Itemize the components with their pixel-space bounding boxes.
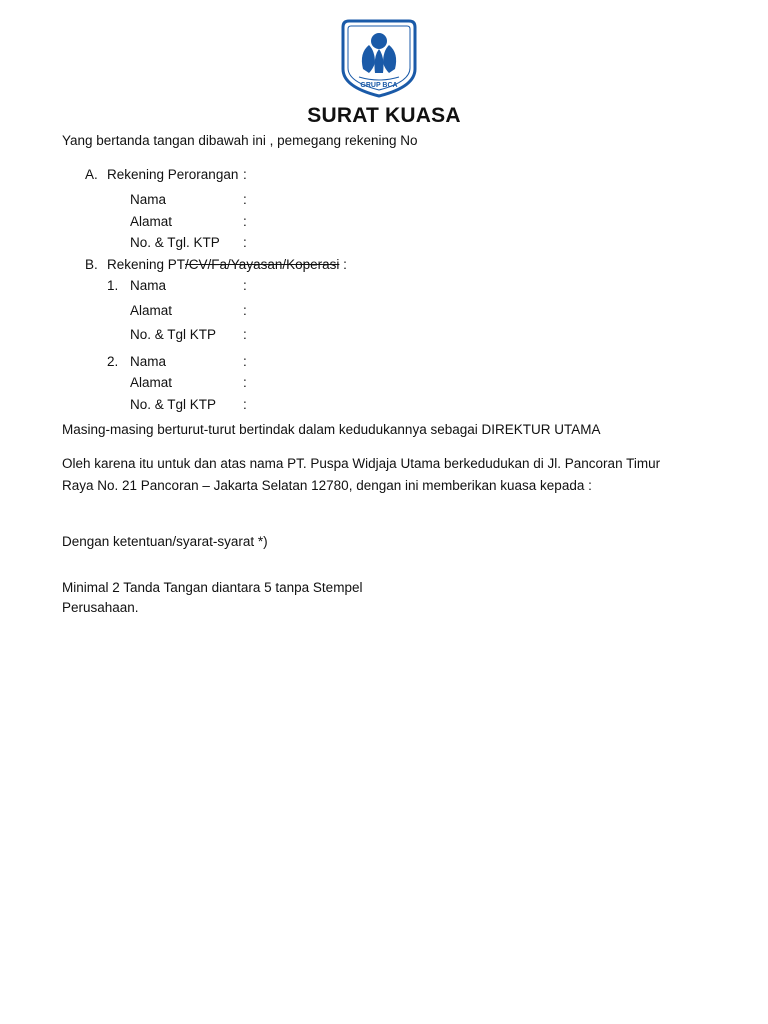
person-2-number: 2. <box>107 354 119 369</box>
section-b-label-prefix: Rekening PT <box>107 257 186 272</box>
field-label-alamat: Alamat <box>130 214 173 229</box>
section-a-colon: : <box>243 167 247 182</box>
section-b-label-struck: /CV/Fa/Yayasan/Koperasi <box>185 257 340 272</box>
field-colon: : <box>243 303 247 318</box>
section-a-marker: A. <box>85 167 98 182</box>
field-label-alamat: Alamat <box>130 303 173 318</box>
field-label-ktp: No. & Tgl KTP <box>130 397 217 412</box>
authority-line-2: Raya No. 21 Pancoran – Jakarta Selatan 12780, dengan ini memberikan kuasa kepada : <box>62 478 592 493</box>
section-b-marker: B. <box>85 257 98 272</box>
requirement-line-1: Minimal 2 Tanda Tangan diantara 5 tanpa Stempel <box>62 580 363 595</box>
field-label-nama: Nama <box>130 192 167 207</box>
conditions-heading: Dengan ketentuan/syarat-syarat *) <box>62 534 268 549</box>
section-a-label: Rekening Perorangan <box>107 167 239 182</box>
capacity-text: Masing-masing berturut-turut bertindak dalam kedudukannya sebagai DIREKTUR UTAMA <box>62 422 601 437</box>
authority-line-1: Oleh karena itu untuk dan atas nama PT. Puspa Widjaja Utama berkedudukan di Jl. Pancoran Timur <box>62 456 661 471</box>
field-label-nama: Nama <box>130 278 167 293</box>
field-colon: : <box>243 397 247 412</box>
field-colon: : <box>243 327 247 342</box>
field-label-ktp: No. & Tgl. KTP <box>130 235 220 250</box>
field-label-nama: Nama <box>130 354 167 369</box>
document-title: SURAT KUASA <box>307 104 461 127</box>
grup-bca-logo <box>339 17 419 99</box>
field-colon: : <box>243 235 247 250</box>
field-colon: : <box>243 214 247 229</box>
field-label-ktp: No. & Tgl KTP <box>130 327 217 342</box>
field-colon: : <box>243 375 247 390</box>
field-label-alamat: Alamat <box>130 375 173 390</box>
field-colon: : <box>243 354 247 369</box>
person-1-number: 1. <box>107 278 119 293</box>
svg-text:GRUP BCA: GRUP BCA <box>360 82 398 89</box>
section-b-colon: : <box>339 257 347 272</box>
field-colon: : <box>243 278 247 293</box>
requirement-line-2: Perusahaan. <box>62 600 139 615</box>
field-colon: : <box>243 192 247 207</box>
intro-text: Yang bertanda tangan dibawah ini , pemegang rekening No <box>62 133 418 148</box>
section-b-label <box>107 257 347 273</box>
